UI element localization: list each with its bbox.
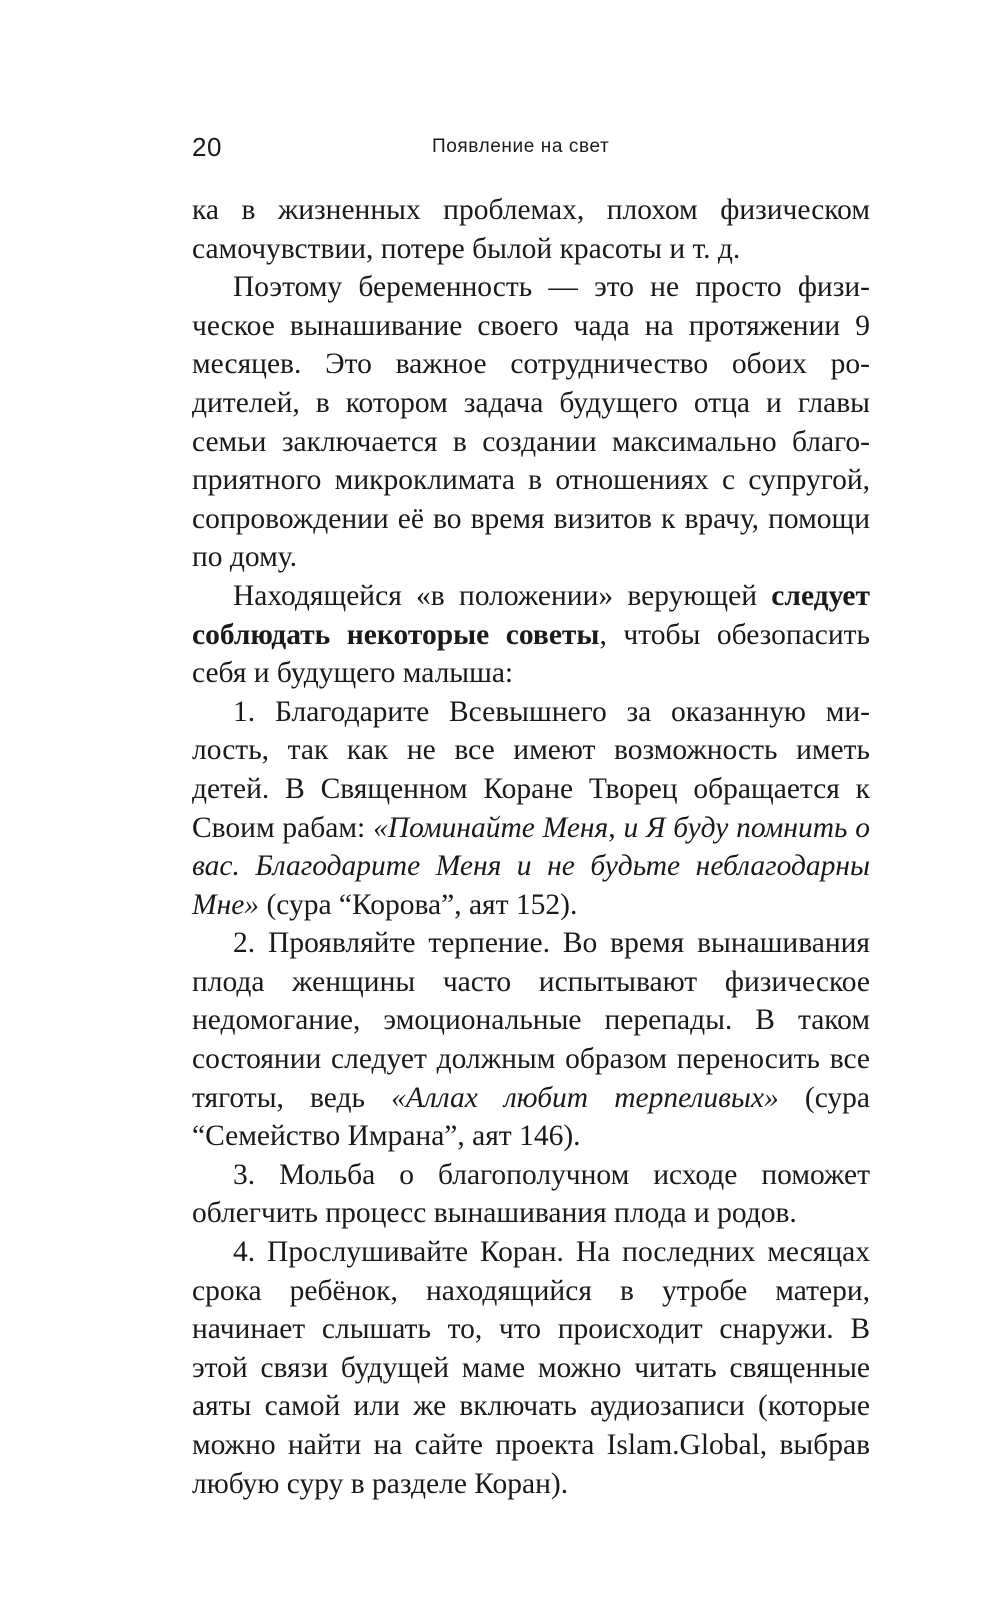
paragraph-continuation: ка в жизненных проблемах, плохом физическом самочувствии, потере былой красоты и т. д. [192, 194, 870, 265]
list-item-2 [192, 924, 870, 1156]
text-segment: 2. Проявляйте терпение. Во время вынашивания плода женщины часто испытывают физическое недомогание, эмоциональные перепады. В таком состоянии следует должным образом переносить все тяготы, ведь [192, 927, 870, 1114]
running-title: Появление на свет [432, 136, 610, 157]
page-number: 20 [192, 132, 222, 162]
text-segment: (сура “Корова”, аят 152). [259, 888, 578, 921]
text-segment: (сура “Семейство Имрана”, аят 146). [192, 1081, 870, 1153]
text-segment: , чтобы обезопасить себя и будущего малыша: [192, 618, 870, 690]
quran-quote: «Аллах любит терпеливых» [391, 1081, 779, 1114]
text-segment: Находящейся «в положении» верующей [233, 579, 772, 612]
quran-quote: «Поминайте Меня, и Я буду помнить о вас. Благодарите Меня и не будьте неблагодарны Мне» [192, 811, 870, 921]
body-text [192, 191, 870, 1503]
list-item-3: 3. Мольба о благополучном исходе поможет облегчить процесс вынашивания плода и родов. [192, 1158, 870, 1230]
page-header [192, 132, 872, 172]
list-item-4: 4. Прослушивайте Коран. На последних месяцах срока ребёнок, находящийся в утробе матери, начинает слышать то, что происходит снаружи. В этой связи будущей маме можно читать священные аяты самой или же включать аудиозаписи (которые можно найти на сайте проекта Islam.Global, выбрав любую суру в разделе Коран). [192, 1236, 870, 1500]
list-item-1 [192, 693, 870, 925]
paragraph: Поэтому беременность — это не просто физическое вынашивание своего чада на протяжении 9 месяцев. Это важное сотрудничество обоих родителей, в котором задача будущего отца и главы семьи заключается в создании максимально благоприятного микроклимата в отношениях с супругой, сопровождении её во время визитов к врачу, помощи по дому. [192, 271, 870, 574]
bold-emphasis: следует соблюдать некоторые советы [192, 579, 870, 651]
paragraph-advice-intro [192, 577, 870, 693]
text-segment: 1. Благодарите Всевышнего за оказанную милость, так как не все имеют возможность иметь детей. В Священном Коране Творец обращается к Своим рабам: [192, 695, 870, 844]
